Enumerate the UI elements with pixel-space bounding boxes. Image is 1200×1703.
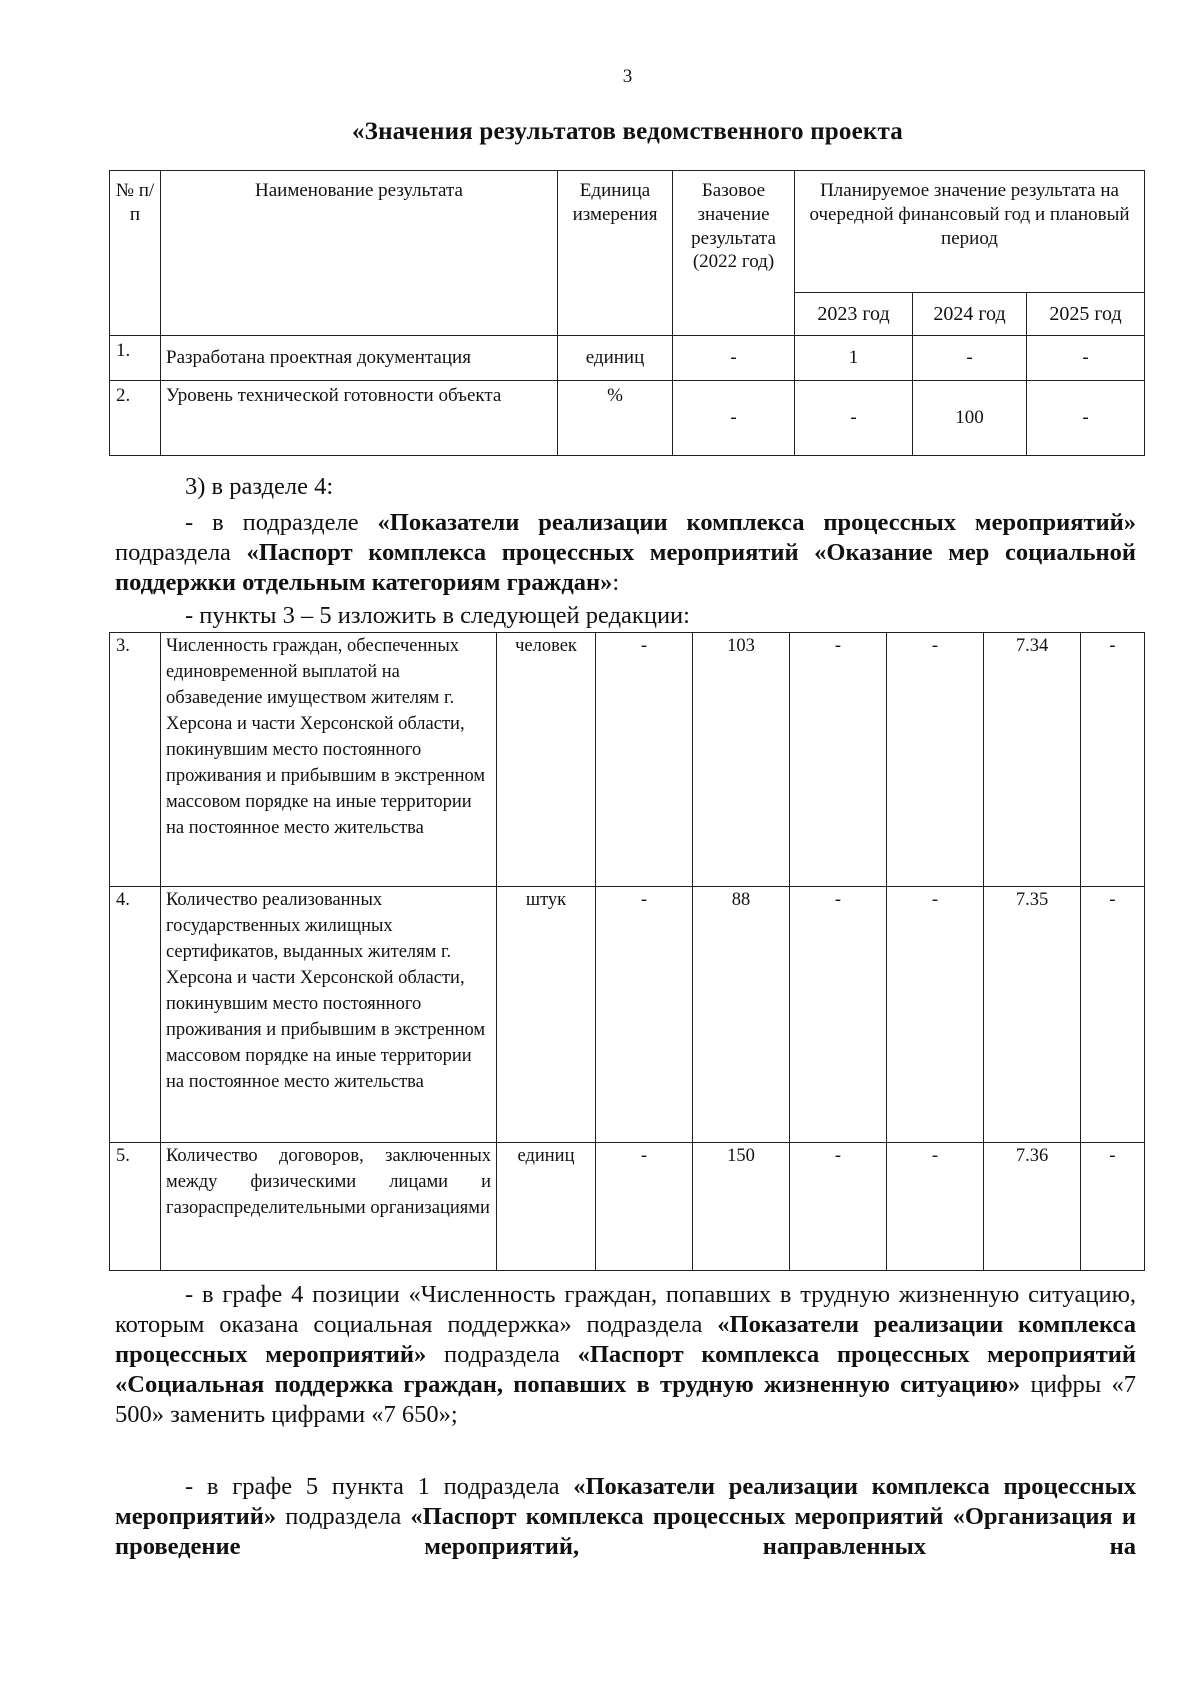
row-cell: 88 [693,887,790,1143]
para-text: : [612,569,620,596]
row-num: 3. [110,633,161,887]
para-text: - в подразделе [185,509,378,536]
table-row [110,336,1145,381]
para-text: - в графе 4 позиции «Численность граждан, попавших в трудную жизненную ситуацию, которым оказана социальная поддержка» подраздела [115,1281,1136,1338]
row-cell: 103 [693,633,790,887]
para-text: подраздела [115,539,247,566]
page-number: 3 [622,66,633,87]
para-bold: «Паспорт комплекса процессных мероприятий «Социальная поддержка граждан, попавших в трудную жизненную ситуацию» [115,1341,1137,1398]
para-bold: «Паспорт комплекса процессных мероприятий «Организация и проведение мероприятий, направленных на [115,1503,1136,1560]
results-table [109,170,1145,456]
row-cell: 7.34 [984,633,1081,887]
document-title: «Значения результатов ведомственного проекта [351,118,903,145]
row-cell: 7.35 [984,887,1081,1143]
row-unit: единиц [497,1143,596,1271]
header-2024: 2024 год [913,293,1027,336]
para-text: - в графе 5 пункта 1 подраздела [185,1473,574,1500]
row-cell: - [887,633,984,887]
para-bold: «Паспорт комплекса процессных мероприятий «Оказание мер социальной поддержки отдельным категориям граждан» [115,539,1137,596]
row-2025: - [1027,336,1145,381]
header-base: Базовое значение результата (2022 год) [673,171,795,336]
row-num: 5. [110,1143,161,1271]
row-2024: - [913,336,1027,381]
row-cell: 150 [693,1143,790,1271]
row-cell: - [790,1143,887,1271]
row-num: 1. [110,336,161,381]
row-cell: - [887,1143,984,1271]
table-row [110,887,1145,1143]
row-base: - [673,381,795,456]
results-table-header [110,171,1145,293]
row-cell: - [596,633,693,887]
para-text: подраздела [426,1341,578,1368]
row-name: Уровень технической готовности объекта [161,381,558,456]
table-row [110,1143,1145,1271]
header-2023: 2023 год [795,293,913,336]
table-row [110,381,1145,456]
row-cell: - [887,887,984,1143]
row-cell: - [790,887,887,1143]
row-name: Количество реализованных государственных жилищных сертификатов, выданных жителям г. Херсона и части Херсонской области, покинувшим место постоянного проживания и прибывшим в экстренном массовом порядке на иные территории на постоянное место жительства [161,887,497,1143]
row-unit: человек [497,633,596,887]
change-paragraph-2 [115,1472,1136,1562]
row-cell: 7.36 [984,1143,1081,1271]
row-num: 2. [110,381,161,456]
header-name: Наименование результата [161,171,558,336]
row-unit: единиц [558,336,673,381]
row-unit: % [558,381,673,456]
change-paragraph-1 [115,1280,1136,1430]
row-2023: 1 [795,336,913,381]
subsection-paragraph [115,508,1136,598]
row-cell: - [596,887,693,1143]
row-cell: - [1081,633,1145,887]
indicators-table [109,632,1145,1271]
row-cell: - [790,633,887,887]
row-base: - [673,336,795,381]
row-2024: 100 [913,381,1027,456]
section-paragraph: 3) в разделе 4: [185,473,334,500]
header-2025: 2025 год [1027,293,1145,336]
row-unit: штук [497,887,596,1143]
row-num: 4. [110,887,161,1143]
header-num: № п/п [110,171,161,336]
row-2023: - [795,381,913,456]
para-text: цифры «7 500» заменить цифрами «7 650»; [115,1371,1136,1428]
row-name: Разработана проектная документация [161,336,558,381]
para-bold: «Показатели реализации комплекса процессных мероприятий» [377,509,1136,536]
instruction-paragraph: - пункты 3 – 5 изложить в следующей редакции: [185,602,690,629]
para-text: подраздела [276,1503,411,1530]
para-bold: «Показатели реализации комплекса процессных мероприятий» [115,1311,1136,1368]
header-planned: Планируемое значение результата на очередной финансовый год и плановый период [795,171,1145,293]
row-cell: - [1081,1143,1145,1271]
row-cell: - [596,1143,693,1271]
row-cell: - [1081,887,1145,1143]
table-row [110,633,1145,887]
row-name: Численность граждан, обеспеченных единовременной выплатой на обзаведение имуществом жителям г. Херсона и части Херсонской области, покинувшим место постоянного проживания и прибывшим в экстренном массовом порядке на иные территории на постоянное место жительства [161,633,497,887]
row-2025: - [1027,381,1145,456]
para-bold: «Показатели реализации комплекса процессных мероприятий» [115,1473,1136,1530]
header-unit: Единица измерения [558,171,673,336]
row-name: Количество договоров, заключенных между физическими лицами и газораспределительными организациями [161,1143,497,1271]
